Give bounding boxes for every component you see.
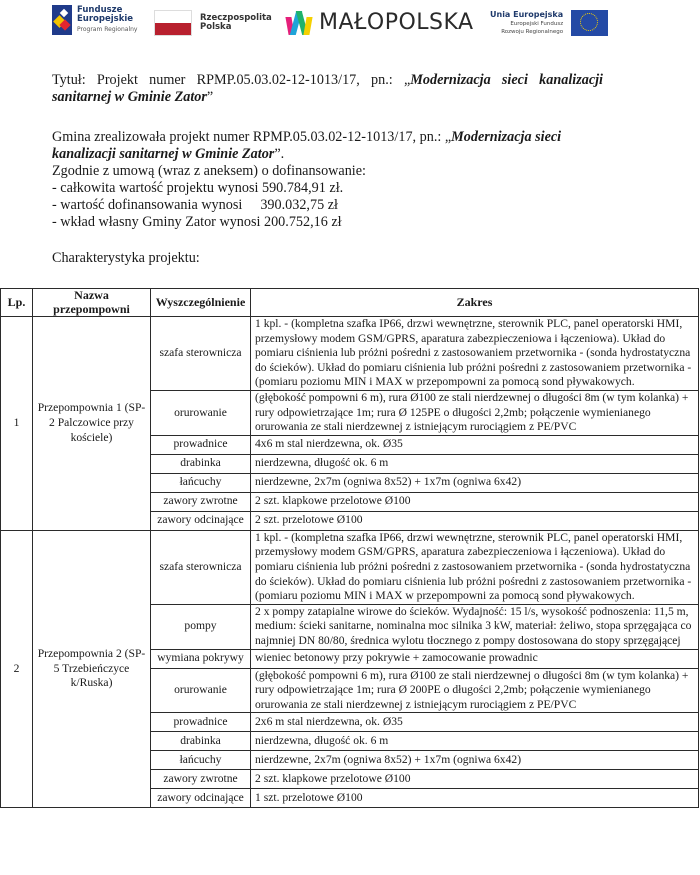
fundusze-europejskie-logo [52,5,137,35]
fe-star-icon [52,5,72,35]
table-header-row [1,289,699,317]
row-scope: (głębokość pompowni 6 m), rura Ø100 ze stali nierdzewnej o długości 8m (w tym kolanka) + rury odpowietrzające 1m; rura Ø 200PE o długości 2,2mb; połączenie wymienianego orurowania ze stali nierdzewnej z istniejącym rurociągiem z PE/PVC [251,668,699,713]
row-scope: 1 kpl. - (kompletna szafka IP66, drzwi wewnętrzne, sterownik PLC, panel operatorski HMI, przemysłowy modem GSM/GPRS, aparatura zabezpieczeniowa i łączeniowa). Układ do pomiaru ciśnienia lub próżni pośredni z zastosowaniem przetwornika - (sonda hydrostatyczna do ścieków). Układ do pomiaru ciśnienia lub próżni pośredni z zastosowaniem przetwornika - (pomiaru poziomu MIN i MAX w przepompowni za pomocą sond pływakowych. [251,317,699,391]
row-detail: orurowanie [151,668,251,713]
malopolska-logo [287,10,474,35]
section-heading: Charakterystyka projektu: [52,250,200,266]
cofinancing-value: 390.032,75 zł [260,197,338,213]
row-detail: pompy [151,604,251,649]
row-detail: zawory odcinające [151,789,251,808]
row-scope: 1 szt. przelotowe Ø100 [251,789,699,808]
unia-europejska-logo [490,10,608,36]
row-scope: 2 szt. klapkowe przelotowe Ø100 [251,770,699,789]
title-suffix: ” [206,89,214,105]
title-prefix: Tytuł: Projekt numer RPMP.05.03.02-12-1013/17, pn.: „ [52,72,411,88]
row-detail: łańcuchy [151,751,251,770]
row-detail: drabinka [151,454,251,473]
row-scope: 4x6 m stal nierdzewna, ok. Ø35 [251,435,699,454]
polish-flag-icon [154,10,192,36]
project-title [52,72,603,106]
logo-bar [0,0,700,46]
row-detail: zawory zwrotne [151,492,251,511]
header-detail: Wyszczególnienie [151,289,251,317]
header-lp: Lp. [1,289,33,317]
rp-line1: Rzeczpospolita [200,13,272,23]
row-detail: zawory zwrotne [151,770,251,789]
row-detail: łańcuchy [151,473,251,492]
total-value-line: - całkowita wartość projektu wynosi 590.784,91 zł. [52,180,344,196]
row-detail: wymiana pokrywy [151,649,251,668]
ue-line2: Europejski Fundusz [510,21,564,27]
cofinancing-label: - wartość dofinansowania wynosi [52,197,243,213]
row-scope: 2x6 m stal nierdzewna, ok. Ø35 [251,713,699,732]
row-detail: orurowanie [151,390,251,435]
ue-line1: Unia Europejska [490,10,564,19]
fe-line1: Fundusze [77,5,123,15]
row-station-name: Przepompownia 2 (SP-5 Trzebieńczyce k/Ruska) [33,530,151,808]
malopolska-name: MAŁOPOLSKA [319,10,474,35]
row-scope: nierdzewne, 2x7m (ogniwa 8x52) + 1x7m (ogniwa 6x42) [251,473,699,492]
project-summary [52,129,612,231]
row-scope: 2 szt. przelotowe Ø100 [251,511,699,530]
row-scope: wieniec betonowy przy pokrywie + zamocowanie prowadnic [251,649,699,668]
row-scope: (głębokość pompowni 6 m), rura Ø100 ze stali nierdzewnej o długości 8m (w tym kolanka) + rury odpowietrzające 1m; rura Ø 125PE o długości 2,2mb; połączenie wymienianego orurowania ze stali nierdzewnej z istniejącym rurociągiem z PE/PVC [251,390,699,435]
agreement-line: Zgodnie z umową (wraz z aneksem) o dofinansowanie: [52,163,366,179]
row-lp: 1 [1,317,33,531]
row-scope: 1 kpl. - (kompletna szafka IP66, drzwi wewnętrzne, sterownik PLC, panel operatorski HMI, przemysłowy modem GSM/GPRS, aparatura zabezpieczeniowa i łączeniowa). Układ do pomiaru ciśnienia lub próżni pośredni z zastosowaniem przetwornika - (sonda hydrostatyczna do ścieków). Układ do pomiaru ciśnienia lub próżni pośredni z zastosowaniem przetwornika - (pomiaru poziomu MIN i MAX w przepompowni za pomocą sond pływakowych. [251,530,699,604]
intro-suffix: ”. [274,146,285,162]
row-scope: 2 szt. klapkowe przelotowe Ø100 [251,492,699,511]
own-contribution-line: - wkład własny Gminy Zator wynosi 200.752,16 zł [52,214,342,230]
row-station-name: Przepompownia 1 (SP-2 Palczowice przy kościele) [33,317,151,531]
row-detail: zawory odcinające [151,511,251,530]
row-lp: 2 [1,530,33,808]
row-scope: nierdzewna, długość ok. 6 m [251,732,699,751]
row-detail: prowadnice [151,435,251,454]
intro-name1: Modernizacja sieci [451,129,562,145]
title-name-part1: Modernizacja sieci kanalizacji [410,72,603,88]
rzeczpospolita-polska-logo [154,10,272,36]
fe-line3: Program Regionalny [77,26,138,33]
row-detail: drabinka [151,732,251,751]
rp-line2: Polska [200,22,232,32]
header-scope: Zakres [251,289,699,317]
title-name-part2: sanitarnej w Gminie Zator [52,89,207,105]
ue-line3: Rozwoju Regionalnego [501,29,564,35]
header-name: Nazwa przepompowni [33,289,151,317]
malopolska-m-icon [287,11,311,35]
row-detail: szafa sterownicza [151,317,251,391]
row-detail: szafa sterownicza [151,530,251,604]
fe-line2: Europejskie [77,14,134,24]
intro-name2: kanalizacji sanitarnej w Gminie Zator [52,146,275,162]
row-detail: prowadnice [151,713,251,732]
row-scope: nierdzewna, długość ok. 6 m [251,454,699,473]
eu-flag-icon [571,10,608,36]
intro-prefix: Gmina zrealizowała projekt numer RPMP.05.03.02-12-1013/17, pn.: „ [52,129,452,145]
cofinancing-line [52,197,612,214]
row-scope: 2 x pompy zatapialne wirowe do ścieków. Wydajność: 15 l/s, wysokość podnoszenia: 11,5 m, medium: ścieki sanitarne, nominalna moc silnika 3 kW, materiał: żeliwo, stopa sprzęgająca co najmniej DN 80/80, średnica wylotu tłocznego z pompy dostosowana do stopy sprzęgającej [251,604,699,649]
table-row [1,530,699,604]
project-spec-table [0,288,699,808]
table-row [1,317,699,391]
row-scope: nierdzewne, 2x7m (ogniwa 8x52) + 1x7m (ogniwa 6x42) [251,751,699,770]
